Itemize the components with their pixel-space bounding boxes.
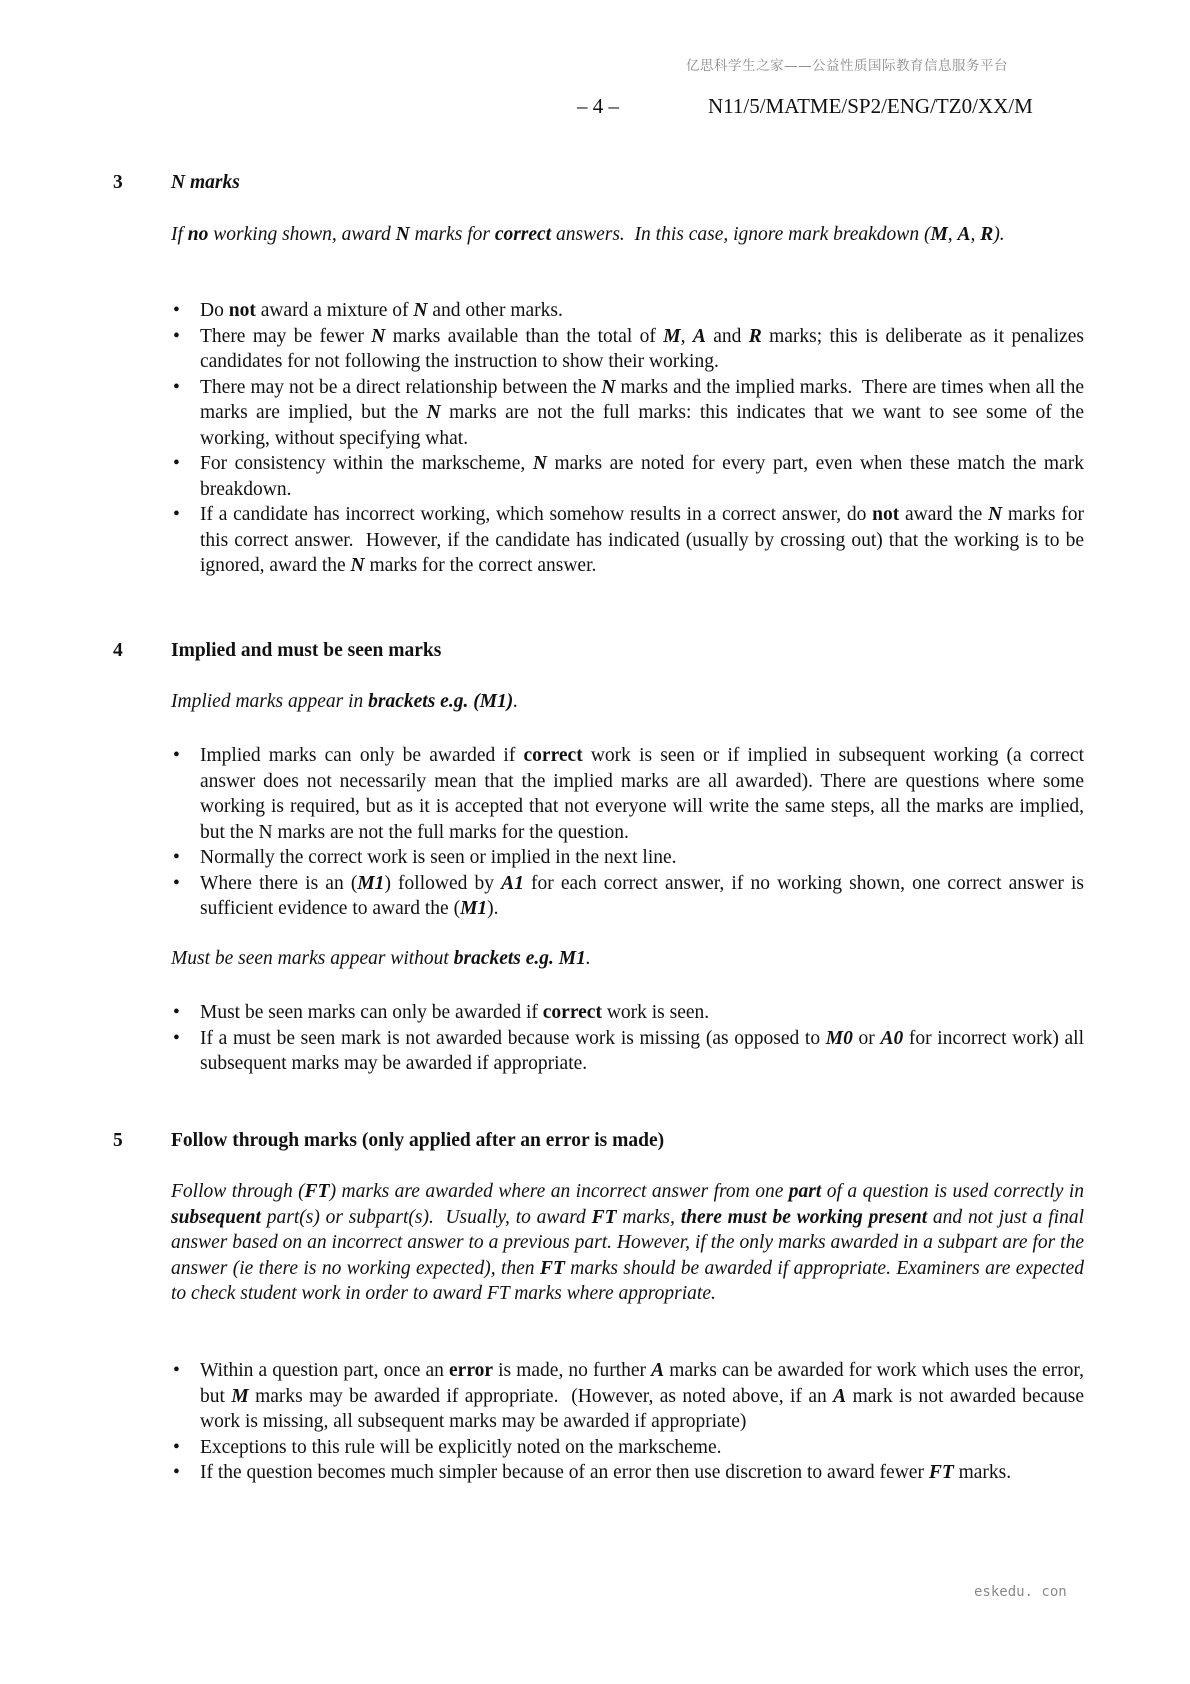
bullet-item: • If the question becomes much simpler because of an error then use discretion to award fewer FT marks. bbox=[171, 1460, 1084, 1486]
section-3-title-text: N marks bbox=[171, 172, 240, 193]
section-5-number: 5 bbox=[113, 1130, 123, 1151]
section-3-title bbox=[171, 172, 240, 194]
bullet-item: • If a candidate has incorrect working, which somehow results in a correct answer, do not award the N marks for this correct answer. However, if the candidate has indicated (usually by crossing out) that the working is to be ignored, award the N marks for the correct answer. bbox=[171, 502, 1084, 579]
section-5-intro: Follow through (FT) marks are awarded where an incorrect answer from one part of a question is used correctly in subsequent part(s) or subpart(s). Usually, to award FT marks, there must be working present and not just a final answer based on an incorrect answer to a previous part. However, if the only marks awarded in a subpart are for the answer (ie there is no working expected), then FT marks should be awarded if appropriate. Examiners are expected to check student work in order to award FT marks where appropriate. bbox=[171, 1181, 1085, 1304]
section-4-bullet-list-2 bbox=[171, 1000, 1084, 1077]
section-4-title: Implied and must be seen marks bbox=[171, 640, 442, 661]
section-3-number: 3 bbox=[113, 172, 123, 193]
bullet-item: • Must be seen marks can only be awarded if correct work is seen. bbox=[171, 1000, 1084, 1026]
bullet-item: • Where there is an (M1) followed by A1 for each correct answer, if no working shown, one correct answer is sufficient evidence to award the (M1). bbox=[171, 871, 1084, 922]
bullet-item: • Normally the correct work is seen or implied in the next line. bbox=[171, 845, 1084, 871]
watermark-text: 亿思科学生之家——公益性质国际教育信息服务平台 bbox=[686, 58, 1008, 74]
bullet-item: • There may be fewer N marks available than the total of M, A and R marks; this is deliberate as it penalizes candidates for not following the instruction to show their working. bbox=[171, 324, 1084, 375]
section-4-number: 4 bbox=[113, 640, 123, 661]
bullet-item: • For consistency within the markscheme, N marks are noted for every part, even when these match the mark breakdown. bbox=[171, 451, 1084, 502]
section-5-bullet-list bbox=[171, 1358, 1084, 1486]
section-4-intro: Implied marks appear in brackets e.g. (M1). bbox=[171, 691, 519, 712]
bullet-item: • Within a question part, once an error is made, no further A marks can be awarded for work which uses the error, but M marks may be awarded if appropriate. (However, as noted above, if an A mark is not awarded because work is missing, all subsequent marks may be awarded if appropriate) bbox=[171, 1358, 1084, 1435]
bullet-item: • Do not award a mixture of N and other marks. bbox=[171, 298, 1084, 324]
section-5-title: Follow through marks (only applied after an error is made) bbox=[171, 1130, 665, 1151]
footer-site-text: eskedu. con bbox=[974, 1584, 1067, 1600]
section-3-bullet-list bbox=[171, 298, 1084, 579]
bullet-item: • There may not be a direct relationship between the N marks and the implied marks. There are times when all the marks are implied, but the N marks are not the full marks: this indicates that we want to see some of the working, without specifying what. bbox=[171, 375, 1084, 452]
bullet-item: • Exceptions to this rule will be explicitly noted on the markscheme. bbox=[171, 1435, 1084, 1461]
section-4-intro-2: Must be seen marks appear without brackets e.g. M1. bbox=[171, 948, 591, 969]
bullet-item: • If a must be seen mark is not awarded because work is missing (as opposed to M0 or A0 for incorrect work) all subsequent marks may be awarded if appropriate. bbox=[171, 1026, 1084, 1077]
page-number: – 4 – bbox=[577, 94, 619, 118]
section-4-bullet-list bbox=[171, 743, 1084, 922]
document-code: N11/5/MATME/SP2/ENG/TZ0/XX/M bbox=[708, 94, 1033, 118]
bullet-item: • Implied marks can only be awarded if correct work is seen or if implied in subsequent working (a correct answer does not necessarily mean that the implied marks are all awarded). There are questions where some working is required, but as it is accepted that not everyone will write the same steps, all the marks are implied, but the N marks are not the full marks for the question. bbox=[171, 743, 1084, 845]
section-3-intro: If no working shown, award N marks for correct answers. In this case, ignore mark breakdown (M, A, R). bbox=[171, 224, 1005, 245]
